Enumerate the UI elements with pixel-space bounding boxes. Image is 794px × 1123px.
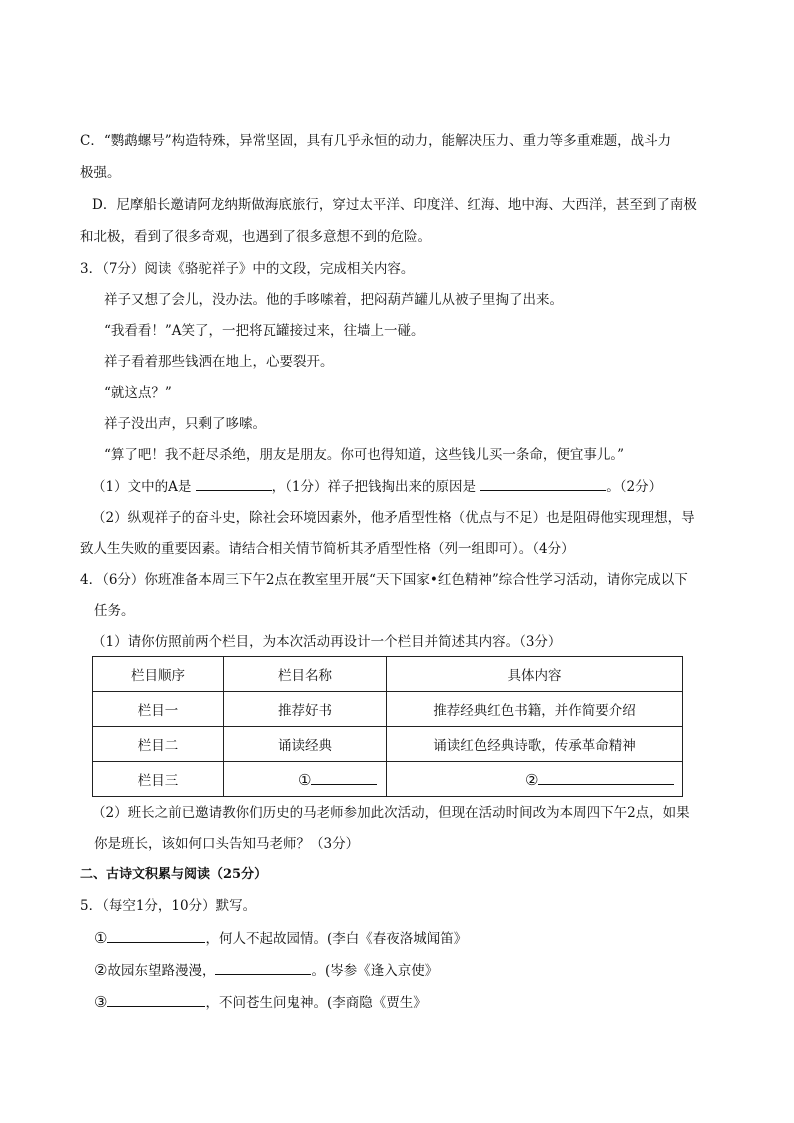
dictation-blank-1[interactable] — [107, 928, 205, 943]
table-header-cell: 具体内容 — [387, 657, 683, 692]
q5-item-2 — [94, 960, 438, 981]
table-row — [93, 692, 683, 727]
table-cell: 栏目三 — [93, 762, 224, 797]
table-answer-cell-name[interactable] — [224, 762, 387, 797]
q3-passage-line: 祥子看着那些钱洒在地上，心要裂开。 — [104, 354, 334, 370]
table-cell: 推荐经典红色书籍，并作简要介绍 — [387, 692, 683, 727]
table-cell: 推荐好书 — [224, 692, 387, 727]
table-cell: 栏目二 — [93, 727, 224, 762]
table-header-cell: 栏目名称 — [224, 657, 387, 692]
q3-answer-blank-a[interactable] — [196, 476, 272, 491]
q5-item-3-text: ，不问苍生问鬼神。(李商隐《贾生》 — [205, 995, 427, 1011]
column-design-table — [92, 656, 683, 797]
blank-marker: ② — [525, 770, 539, 789]
table-cell: 诵读经典 — [224, 727, 387, 762]
q5-item-1-text: ，何人不起故园情。(李白《春夜洛城闻笛》 — [205, 931, 468, 947]
column-name-blank[interactable] — [311, 770, 377, 785]
q3-passage-line: 祥子没出声，只剩了哆嗦。 — [104, 416, 266, 432]
section-title: 二、古诗文积累与阅读（25分） — [80, 867, 268, 882]
q3-sub1-label-a: （1）文中的A是 — [92, 479, 192, 495]
dictation-blank-3[interactable] — [107, 992, 205, 1007]
q3-sub1-label-c: 。（2分） — [606, 479, 663, 495]
table-answer-cell-content[interactable] — [387, 762, 683, 797]
q4-sub1: （1）请你仿照前两个栏目，为本次活动再设计一个栏目并简述其内容。（3分） — [92, 634, 562, 650]
option-c-line1: C．“鹦鹉螺号”构造特殊，异常坚固，具有几乎永恒的动力，能解决压力、重力等多重难题，战斗力 — [80, 133, 672, 149]
q3-passage-line: “我看看！”A笑了，一把将瓦罐接过来，往墙上一碰。 — [104, 323, 425, 339]
table-header-cell: 栏目顺序 — [93, 657, 224, 692]
q4-sub2-line1: （2）班长之前已邀请教你们历史的马老师参加此次活动，但现在活动时间改为本周四下午2点，如果 — [92, 805, 690, 821]
item-marker: ③ — [94, 993, 108, 1011]
column-content-blank[interactable] — [538, 770, 674, 785]
table-header-row — [93, 657, 683, 692]
table-row — [93, 727, 683, 762]
item-marker: ① — [94, 929, 108, 947]
option-d-line2: 和北极，看到了很多奇观，也遇到了很多意想不到的危险。 — [80, 229, 431, 245]
q3-sub2-line1: （2）纵观祥子的奋斗史，除社会环境因素外，他矛盾型性格（优点与不足）也是阻碍他实现理想，导 — [92, 510, 695, 526]
q5-item-1 — [94, 928, 467, 949]
blank-marker: ① — [298, 770, 312, 789]
q4-header-line2: 任务。 — [94, 603, 135, 619]
q5-header: 5．（每空1分，10分）默写。 — [80, 898, 257, 914]
q3-answer-blank-reason[interactable] — [480, 476, 606, 491]
q4-header-line1: 4．（6分）你班准备本周三下午2点在教室里开展“天下国家•红色精神”综合性学习活动，请你完成以下 — [80, 572, 688, 588]
table-cell: 栏目一 — [93, 692, 224, 727]
q4-sub2-line2: 你是班长，该如何口头告知马老师？（3分） — [94, 836, 360, 852]
q3-sub1-label-b: ，（1分）祥子把钱掏出来的原因是 — [271, 479, 476, 495]
option-c-line2: 极强。 — [80, 165, 121, 181]
item-marker: ② — [94, 961, 108, 979]
q3-header: 3．（7分）阅读《骆驼祥子》中的文段，完成相关内容。 — [80, 261, 415, 277]
option-d-line1: D．尼摩船长邀请阿龙纳斯做海底旅行，穿过太平洋、印度洋、红海、地中海、大西洋，甚至到了南极 — [92, 197, 697, 213]
q3-passage-line: “就这点？” — [104, 385, 172, 401]
q5-item-2-text: 。(岑参《逢入京使》 — [311, 963, 439, 979]
q3-passage-line: “算了吧！我不赶尽杀绝，朋友是朋友。你可也得知道，这些钱儿买一条命，便宜事儿。” — [104, 447, 625, 463]
table-row — [93, 762, 683, 797]
dictation-blank-2[interactable] — [215, 960, 311, 975]
q3-passage-line: 祥子又想了会儿，没办法。他的手哆嗦着，把闷葫芦罐儿从被子里掏了出来。 — [104, 292, 563, 308]
table-cell: 诵读红色经典诗歌，传承革命精神 — [387, 727, 683, 762]
q5-item-3 — [94, 992, 427, 1013]
q5-item-2-before: 故园东望路漫漫， — [107, 963, 216, 979]
q3-sub2-line2: 致人生失败的重要因素。请结合相关情节简析其矛盾型性格（列一组即可）。（4分） — [80, 541, 575, 557]
q3-sub1 — [92, 476, 662, 497]
